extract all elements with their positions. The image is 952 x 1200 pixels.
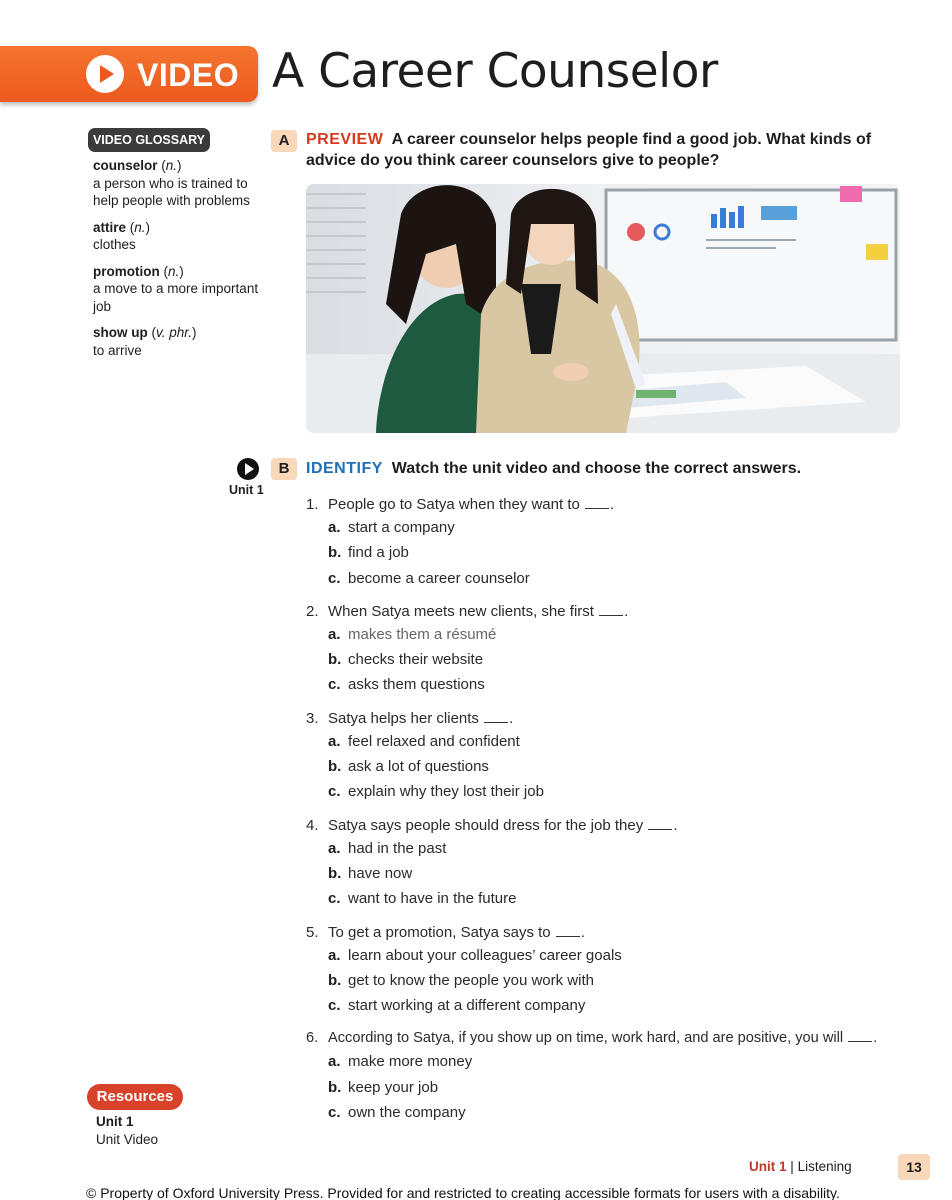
section-a-prompt xyxy=(306,129,896,171)
answer-option[interactable] xyxy=(306,672,906,697)
resources-badge: Resources xyxy=(87,1084,183,1110)
question-end: . xyxy=(610,496,615,513)
glossary-pos: n. xyxy=(168,263,180,279)
footer-unit: Unit 1 xyxy=(749,1159,787,1174)
preview-keyword: PREVIEW xyxy=(306,131,384,148)
answer-option[interactable] xyxy=(306,1100,906,1125)
option-text: learn about your colleagues’ career goals xyxy=(348,946,622,964)
question-item xyxy=(306,1028,906,1125)
question-number: 6. xyxy=(306,1030,319,1047)
question-list xyxy=(306,494,906,1135)
option-letter: b. xyxy=(328,864,342,882)
footer-separator: | xyxy=(790,1159,794,1174)
question-text xyxy=(328,815,678,836)
question-stem: Satya says people should dress for the job they xyxy=(328,816,644,834)
option-letter: a. xyxy=(328,839,341,857)
option-text: asks them questions xyxy=(348,676,485,694)
option-text: want to have in the future xyxy=(348,890,517,908)
question-end: . xyxy=(873,1030,878,1047)
section-a-marker: A xyxy=(271,130,297,152)
video-unit-reference: Unit 1 xyxy=(229,483,264,497)
option-text: get to know the people you work with xyxy=(348,971,594,989)
question-stem: To get a promotion, Satya says to xyxy=(328,923,551,941)
question-number: 3. xyxy=(306,709,319,727)
glossary-entry: attire (n.) clothes xyxy=(93,219,263,254)
answer-option[interactable] xyxy=(306,779,906,804)
answer-blank xyxy=(848,1030,872,1042)
option-letter: b. xyxy=(328,1078,342,1096)
option-letter: b. xyxy=(328,651,342,669)
question-stem: When Satya meets new clients, she first xyxy=(328,602,594,620)
option-letter: a. xyxy=(328,732,341,750)
glossary-word: attire xyxy=(93,219,127,235)
glossary-definition: a person who is trained to help people with problems xyxy=(93,175,250,208)
identify-keyword: IDENTIFY xyxy=(306,460,383,477)
option-text: have now xyxy=(348,864,413,882)
glossary-entry: promotion (n.) a move to a more important job xyxy=(93,263,263,316)
option-text: start working at a different company xyxy=(348,997,586,1015)
option-text: feel relaxed and confident xyxy=(348,732,520,750)
answer-option[interactable] xyxy=(306,968,906,993)
answer-option[interactable] xyxy=(306,566,906,591)
video-play-button[interactable] xyxy=(237,458,259,480)
question-end: . xyxy=(509,709,514,727)
answer-option[interactable] xyxy=(306,1049,906,1074)
question-item xyxy=(306,494,906,591)
footer-section: Listening xyxy=(797,1159,852,1174)
question-item xyxy=(306,815,906,912)
career-counselor-photo xyxy=(306,184,900,433)
question-number: 4. xyxy=(306,816,319,834)
glossary-pos: n. xyxy=(165,158,178,173)
glossary-pos: v. phr. xyxy=(156,325,193,340)
question-text xyxy=(328,922,585,943)
option-text: had in the past xyxy=(348,839,447,857)
option-text: start a company xyxy=(348,519,455,536)
preview-text: A career counselor helps people find a good job. What kinds of advice do you think career counselors give to people? xyxy=(306,131,872,169)
answer-blank xyxy=(648,818,672,830)
glossary-definition: to arrive xyxy=(93,342,142,358)
option-text: explain why they lost their job xyxy=(348,783,544,801)
question-number: 2. xyxy=(306,602,319,620)
video-label: VIDEO xyxy=(137,57,240,93)
option-letter: a. xyxy=(328,1053,341,1071)
question-end: . xyxy=(624,602,629,620)
resources-unit: Unit 1 xyxy=(96,1114,134,1129)
answer-option[interactable] xyxy=(306,861,906,886)
glossary-entry: counselor (n.) a person who is trained to help people with problems xyxy=(93,157,263,210)
option-letter: b. xyxy=(328,971,342,989)
option-text: own the company xyxy=(348,1104,466,1122)
answer-option[interactable] xyxy=(306,515,906,540)
glossary-word: counselor xyxy=(93,158,158,173)
option-letter: b. xyxy=(328,544,342,562)
video-glossary-badge: VIDEO GLOSSARY xyxy=(88,128,210,152)
question-stem: According to Satya, if you show up on time, work hard, and are positive, you will xyxy=(328,1030,844,1047)
option-text: make more money xyxy=(348,1053,473,1071)
glossary-entry: show up (v. phr.) to arrive xyxy=(93,324,263,359)
answer-blank xyxy=(556,925,580,937)
option-text: ask a lot of questions xyxy=(348,758,489,776)
answer-blank xyxy=(599,604,623,616)
question-text xyxy=(328,1028,877,1049)
video-banner xyxy=(0,46,258,102)
question-stem: Satya helps her clients xyxy=(328,709,479,727)
glossary-pos: n. xyxy=(134,219,146,235)
option-text: become a career counselor xyxy=(348,569,530,587)
answer-option[interactable] xyxy=(306,622,906,647)
answer-option[interactable] xyxy=(306,943,906,968)
answer-option[interactable] xyxy=(306,754,906,779)
answer-option[interactable] xyxy=(306,993,906,1018)
glossary-definition: clothes xyxy=(93,237,136,252)
glossary-word: promotion xyxy=(93,263,160,279)
option-letter: a. xyxy=(328,625,341,643)
option-text: makes them a résumé xyxy=(348,625,497,643)
option-letter: c. xyxy=(328,783,341,801)
section-b-prompt xyxy=(306,458,896,479)
page-number: 13 xyxy=(898,1154,930,1180)
answer-blank xyxy=(484,711,508,723)
page-title: A Career Counselor xyxy=(272,44,718,99)
answer-option[interactable] xyxy=(306,886,906,911)
identify-text: Watch the unit video and choose the correct answers. xyxy=(391,460,802,477)
answer-blank xyxy=(585,497,609,509)
question-text xyxy=(328,601,628,622)
option-letter: c. xyxy=(328,890,341,908)
video-glossary xyxy=(93,157,263,368)
option-text: find a job xyxy=(348,544,409,562)
option-letter: c. xyxy=(328,997,341,1015)
question-end: . xyxy=(580,923,585,941)
option-letter: b. xyxy=(328,758,342,776)
resources-unit-video-link[interactable]: Unit Video xyxy=(96,1132,159,1147)
answer-option[interactable] xyxy=(306,729,906,754)
question-text xyxy=(328,494,614,515)
option-text: checks their website xyxy=(348,651,484,669)
option-letter: a. xyxy=(328,519,341,536)
answer-option[interactable] xyxy=(306,540,906,565)
glossary-definition: a move to a more important job xyxy=(93,281,259,314)
option-text: keep your job xyxy=(348,1078,439,1096)
play-icon xyxy=(86,55,124,93)
option-letter: a. xyxy=(328,946,341,964)
answer-option[interactable] xyxy=(306,1075,906,1100)
question-text xyxy=(328,708,513,729)
question-stem: People go to Satya when they want to xyxy=(328,496,580,513)
footer-section-label xyxy=(749,1159,852,1174)
answer-option[interactable] xyxy=(306,647,906,672)
question-number: 5. xyxy=(306,923,319,941)
question-number: 1. xyxy=(306,496,319,513)
answer-option[interactable] xyxy=(306,836,906,861)
option-letter: c. xyxy=(328,676,341,694)
glossary-word: show up xyxy=(93,325,148,340)
question-item xyxy=(306,708,906,805)
section-b-marker: B xyxy=(271,458,297,480)
question-end: . xyxy=(673,816,678,834)
option-letter: c. xyxy=(328,569,341,587)
question-item xyxy=(306,601,906,698)
option-letter: c. xyxy=(328,1104,341,1122)
copyright-notice: © Property of Oxford University Press. Provided for and restricted to creating accessible formats for users with a disability. xyxy=(86,1185,840,1200)
question-item xyxy=(306,922,906,1019)
